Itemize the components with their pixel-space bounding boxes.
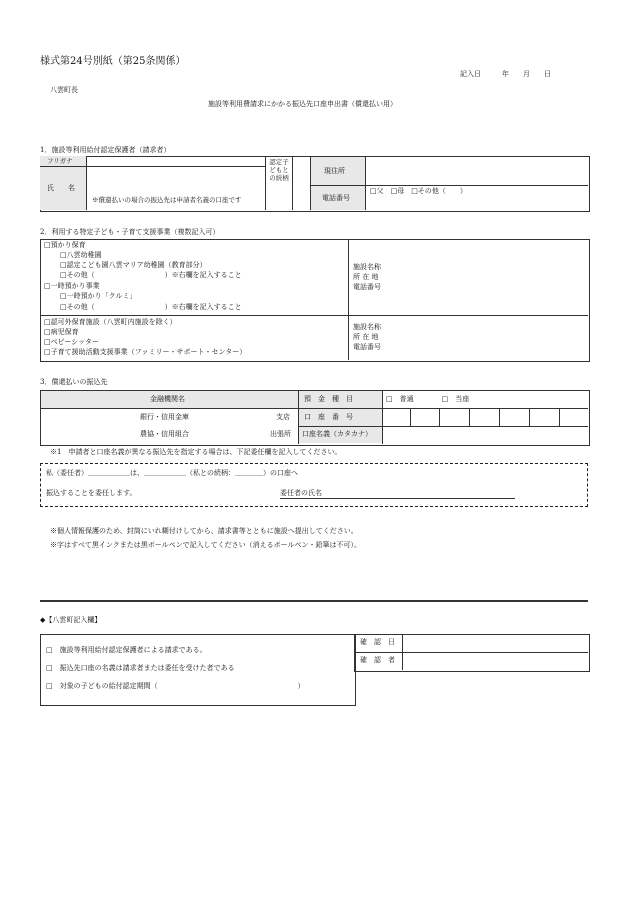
note-privacy: ※個人情報保護のため、封筒にいれ糊付けしてから、請求書等とともに施設へ提出してください。 [50,527,358,535]
service-item[interactable]: □八雲幼稚園 [60,251,102,259]
service-item[interactable]: □その他（ ）※右欄を記入すること [60,271,242,279]
service-item[interactable]: □認定こども園八雲マリア幼稚園（教育部分） [60,261,207,269]
address-label: 現住所 [324,167,345,175]
name-label: 氏 名 [47,184,75,192]
facility-name-label: 施設名称 [353,323,381,331]
facility-phone-label: 電話番号 [353,343,381,351]
service-item[interactable]: □一時預かり事業 [44,282,100,290]
section1-heading: 1．施設等利用給付認定保護者（請求者） [40,146,171,154]
divider [40,600,588,602]
bank-types: 銀行・信用金庫 [140,413,189,421]
service-item[interactable]: □一時預かり「クルミ」 [60,292,137,300]
branch-label-2: 出張所 [270,430,291,438]
section2-heading: 2．利用する特定子ども・子育て支援事業（複数記入可） [40,228,220,236]
service-item[interactable]: □子育て援助活動支援事業（ファミリー・サポート・センター） [44,348,247,356]
facility-name-label: 施設名称 [353,263,381,271]
relation-label: 認定子どもとの続柄 [269,158,289,182]
delegatee-name[interactable]: 委任者の氏名 [280,489,515,499]
town-check[interactable]: □ 施設等利用給付認定保護者による請求である。 [46,646,207,654]
confirmer-label: 確 認 者 [360,656,395,664]
confirm-date-label: 確 認 日 [360,638,395,646]
name-note: ※償還払いの場合の振込先は申請者名義の口座です [92,196,242,204]
note-ink: ※字はすべて黒インクまたは黒ボールペンで記入してください（消えるボールペン・鉛筆は不可）。 [50,541,361,549]
service-item[interactable]: □認可外保育施設（八雲町内施設を除く） [44,318,177,326]
form-number: 様式第24号別紙（第25条関係） [40,56,186,67]
form-title: 施設等利用費請求にかかる振込先口座申出書（償還払い用） [208,100,397,108]
phone-label: 電話番号 [322,194,350,202]
delegation-line1[interactable]: 私（委任者）＿＿＿＿＿＿は、＿＿＿＿＿＿（私との続柄：＿＿＿＿）の口座へ [46,469,298,477]
deposit-type-label: 預 金 種 目 [304,395,353,403]
relation-options[interactable]: □父 □母 □その他（ ） [370,187,467,195]
account-number-label: 口 座 番 号 [304,413,353,421]
facility-address-label: 所 在 地 [353,273,379,281]
facility-address-label: 所 在 地 [353,333,379,341]
bank-types-2: 農協・信用組合 [140,430,189,438]
delegation-line2: 振込することを委任します。 [46,489,137,497]
deposit-options[interactable]: □ 普通 □ 当座 [386,395,470,403]
service-item[interactable]: □その他（ ）※右欄を記入すること [60,303,242,311]
section3-heading: 3．償還払いの振込先 [40,378,108,386]
entry-date: 記入日 年 月 日 [460,70,551,78]
town-check[interactable]: □ 対象の子どもの給付認定期間（ ） [46,682,305,690]
branch-label: 支店 [276,413,290,421]
addressee: 八雲町長 [50,86,78,94]
service-item[interactable]: □病児保育 [44,328,79,336]
town-heading: ◆【八雲町記入欄】 [40,616,102,624]
facility-phone-label: 電話番号 [353,283,381,291]
service-item[interactable]: □預かり保育 [44,241,86,249]
town-check[interactable]: □ 振込先口座の名義は請求者または委任を受けた者である [46,664,235,672]
service-item[interactable]: □ベビーシッター [44,338,100,346]
account-holder-label: 口座名義（カタカナ） [302,430,372,438]
furigana-label: フリガナ [47,157,73,165]
note-1: ※1 申請者と口座名義が異なる振込先を指定する場合は、下記委任欄を記入してください。 [50,448,342,456]
bank-header: 金融機関名 [150,395,185,403]
